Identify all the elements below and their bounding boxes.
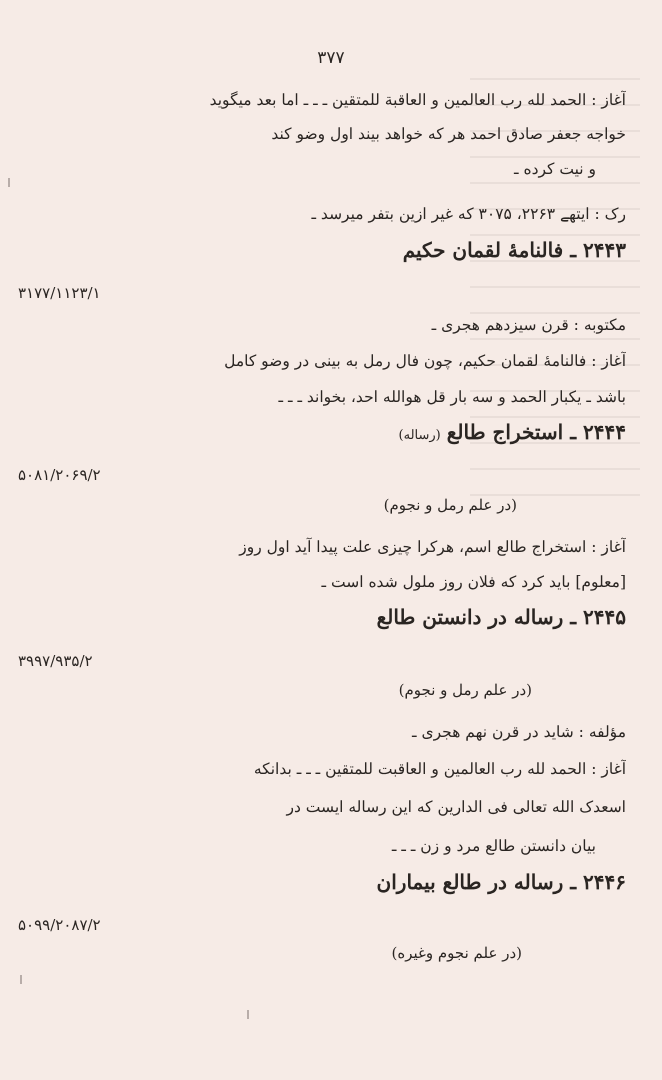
- entry-heading: [14, 418, 626, 450]
- text-line: مکتوبه : قرن سیزدهم هجری ـ: [431, 316, 626, 334]
- topic-note: (در علم رمل و نجوم): [398, 681, 532, 699]
- text-line: آغاز : الحمد لله رب العالمین و العاقبة للمتقین ـ ـ ـ اما بعد میگوید: [209, 91, 626, 109]
- entry-title: ۲۴۴۳ ـ فالنامهٔ لقمان حکیم: [402, 238, 626, 262]
- entry-heading: [14, 868, 626, 896]
- text-line: آغاز : فالنامهٔ لقمان حکیم، چون فال رمل به بینی در وضو کامل: [224, 352, 626, 370]
- topic-note: (در علم رمل و نجوم): [383, 496, 517, 514]
- paper-speck: [20, 975, 22, 984]
- reference-line: رک : ایتھے ۲۲۶۳، ۳۰۷۵ که غیر ازین بتفر میرسد ـ: [311, 205, 626, 223]
- page-number: ۳۷۷: [317, 48, 345, 68]
- catalog-code: ۵۰۹۹/۲۰۸۷/۲: [18, 916, 101, 934]
- text-line: بیان دانستن طالع مرد و زن ـ ـ ـ: [391, 837, 596, 855]
- topic-note: (در علم نجوم وغیره): [391, 944, 522, 962]
- paper-speck: [8, 178, 10, 187]
- text-line: آغاز : الحمد لله رب العالمین و العاقبت للمتقین ـ ـ ـ بدانکه: [253, 760, 626, 778]
- entry-note: (رساله): [398, 428, 441, 443]
- entry-title: ۲۴۴۴ ـ استخراج طالع: [446, 420, 626, 444]
- entry-heading: [14, 236, 626, 264]
- text-line: خواجه جعفر صادق احمد هر که خواهد بیند اول وضو کند: [271, 125, 626, 143]
- entry-title: ۲۴۴۵ ـ رساله در دانستن طالع: [376, 605, 626, 629]
- text-line: آغاز : استخراج طالع اسم، هرکرا چیزی علت پیدا آید اول روز: [239, 538, 626, 556]
- text-line: [معلوم] باید کرد که فلان روز ملول شده است ـ: [321, 573, 626, 591]
- entry-title: ۲۴۴۶ ـ رساله در طالع بیماران: [376, 870, 626, 894]
- text-line: باشد ـ یکبار الحمد و سه بار قل هوالله احد، بخواند ـ ـ ـ: [278, 388, 626, 406]
- entry-heading: [14, 603, 626, 631]
- text-line: اسعدک الله تعالی فی الدارین که این رساله ایست در: [286, 798, 626, 816]
- text-line: و نیت کرده ـ: [514, 160, 596, 178]
- paper-speck: [247, 1010, 249, 1019]
- text-line: مؤلفه : شاید در قرن نهم هجری ـ: [412, 723, 626, 741]
- catalog-code: ۵۰۸۱/۲۰۶۹/۲: [18, 466, 101, 484]
- catalog-code: ۳۱۷۷/۱۱۲۳/۱: [18, 284, 101, 302]
- catalog-code: ۳۹۹۷/۹۳۵/۲: [18, 652, 93, 670]
